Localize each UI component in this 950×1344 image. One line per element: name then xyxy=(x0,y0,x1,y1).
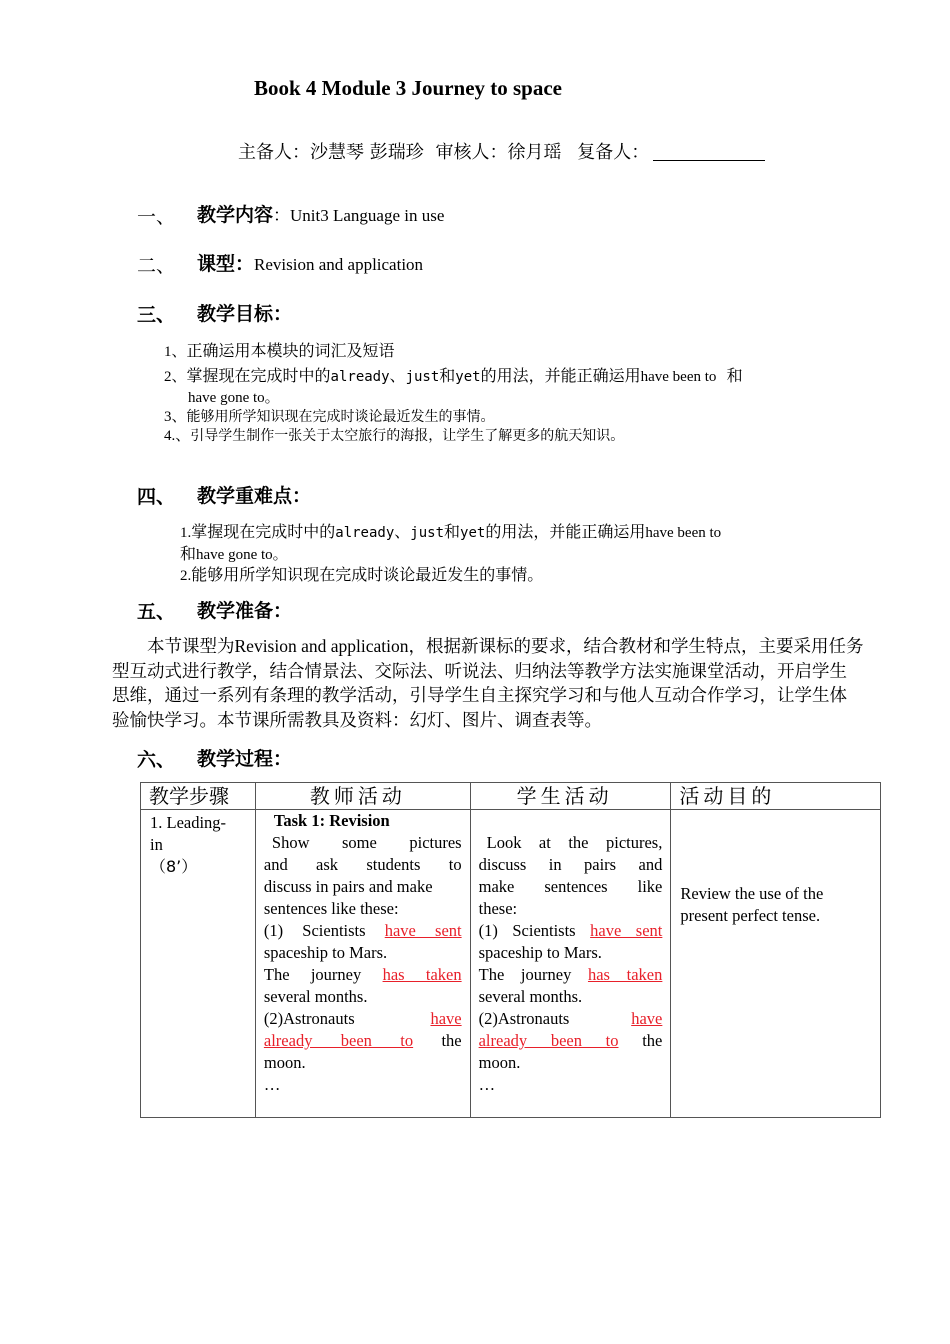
teaching-process-table xyxy=(140,782,881,1118)
teacher-activity-cell xyxy=(255,810,470,1118)
goal-item-2-text-a: 掌握现在完成时中的 xyxy=(186,366,331,385)
teacher-sentence-1-highlight: have sent xyxy=(384,921,462,940)
section-5-number: 五、 xyxy=(137,601,176,623)
section-3-number: 三、 xyxy=(137,304,176,326)
main-preparer-label: 主备人： xyxy=(238,142,310,163)
goal-item-2 xyxy=(164,363,743,386)
repeat-preparer-blank xyxy=(653,142,765,161)
key-point-1-continued xyxy=(180,541,288,564)
student-sentence-2 xyxy=(479,964,663,986)
goal-item-2-word-yet: yet xyxy=(455,369,481,385)
student-activity-cell xyxy=(470,810,671,1118)
goal-item-2-and-2: 和 xyxy=(726,366,743,385)
key-point-2-text: 能够用所学知识现在完成时谈论最近发生的事情。 xyxy=(191,565,544,584)
student-intro-line-4: these: xyxy=(478,899,518,918)
section-2-number: 二、 xyxy=(137,255,176,277)
teacher-intro-line-1: Show some pictures xyxy=(271,833,462,852)
document-title: Book 4 Module 3 Journey to space xyxy=(254,76,563,100)
purpose-text: Review the use of the present perfect tense. xyxy=(680,884,824,925)
goal-item-2-number: 2、 xyxy=(164,369,187,385)
student-sentence-3-c: moon. xyxy=(478,1053,521,1072)
section-2-colon: ： xyxy=(235,253,255,275)
section-3-title: 教学目标： xyxy=(197,303,293,325)
goal-item-2-have-gone-to: have gone to。 xyxy=(188,390,280,406)
section-6-number: 六、 xyxy=(137,749,176,771)
key-point-1-word-yet: yet xyxy=(460,525,486,541)
goal-item-1-text: 正确运用本模块的词汇及短语 xyxy=(186,341,395,360)
student-intro-line-2: discuss in pairs and xyxy=(478,855,663,874)
student-intro-line-3: make sentences like xyxy=(478,877,663,896)
student-sentence-1 xyxy=(479,920,663,942)
key-point-1-and-2: 和 xyxy=(180,544,197,563)
teacher-sentence-3 xyxy=(264,1008,462,1030)
key-point-1-have-gone-to: have gone to。 xyxy=(196,547,288,563)
goal-item-4-number: 4.、 xyxy=(164,428,191,444)
main-preparer-names: 沙慧琴 彭瑞珍 xyxy=(310,142,424,163)
key-point-2 xyxy=(180,562,543,585)
teacher-intro-line-2: and ask students to xyxy=(263,855,462,874)
section-4-title: 教学重难点： xyxy=(197,485,312,507)
teacher-sentence-3-highlight-1: have xyxy=(430,1009,462,1028)
teacher-sentence-2 xyxy=(264,964,462,986)
key-point-1-number: 1. xyxy=(180,525,192,541)
teacher-sentence-2-a: The journey xyxy=(263,965,383,984)
preparation-text-a: 本节课型为 xyxy=(147,637,235,657)
header-purpose: 活动目的 xyxy=(671,783,881,810)
teacher-intro-line-4: sentences like these: xyxy=(263,899,399,918)
goal-item-3-text: 能够用所学知识现在完成时谈论最近发生的事情。 xyxy=(186,409,495,425)
section-2-heading xyxy=(197,249,423,276)
preparation-paragraph xyxy=(112,634,864,733)
student-sentence-2-highlight: has taken xyxy=(587,965,663,984)
section-4-number: 四、 xyxy=(137,486,176,508)
purpose-cell xyxy=(671,810,881,1118)
section-1-heading xyxy=(197,200,444,227)
section-5-title: 教学准备： xyxy=(197,600,293,622)
student-ellipsis: … xyxy=(478,1075,496,1094)
section-1-colon: ： xyxy=(273,206,291,225)
goal-item-4-text: 引导学生制作一张关于太空旅行的海报，让学生了解更多的航天知识。 xyxy=(190,428,625,444)
teacher-sentence-2-highlight: has taken xyxy=(382,965,462,984)
key-point-1-and: 和 xyxy=(444,522,461,541)
student-sentence-3 xyxy=(479,1008,663,1030)
key-point-1-text-b: 的用法，并能正确运用 xyxy=(485,522,646,541)
header-teacher-activity: 教师活动 xyxy=(255,783,470,810)
header-step: 教学步骤 xyxy=(141,783,256,810)
goal-item-1-number: 1、 xyxy=(164,344,187,360)
student-sentence-1-a: (1) Scientists xyxy=(478,921,591,940)
key-point-2-number: 2. xyxy=(180,568,192,584)
goal-item-3 xyxy=(164,405,495,426)
teacher-sentence-3-line-2 xyxy=(264,1030,462,1052)
reviewer-label: 审核人： xyxy=(435,142,508,163)
key-point-1-word-just: just xyxy=(410,525,445,541)
goal-item-2-sep: 、 xyxy=(389,366,406,385)
student-sentence-3-line-2 xyxy=(479,1030,663,1052)
student-sentence-3-b: the xyxy=(618,1031,663,1050)
section-1-title: 教学内容 xyxy=(197,204,274,226)
step-duration: （8’） xyxy=(150,857,198,876)
student-sentence-1-highlight: have sent xyxy=(590,921,663,940)
student-sentence-3-highlight-2: already been to xyxy=(478,1031,619,1050)
student-sentence-2-b: several months. xyxy=(478,987,583,1006)
reviewer-name: 徐月瑶 xyxy=(507,142,562,163)
preparers-line xyxy=(238,138,765,164)
student-sentence-1-b: spaceship to Mars. xyxy=(478,943,602,962)
teacher-ellipsis: … xyxy=(263,1075,281,1094)
goal-item-2-and: 和 xyxy=(439,366,456,385)
task-title: Task 1: Revision xyxy=(273,811,390,830)
section-1-number: 一、 xyxy=(137,206,176,228)
goal-item-4 xyxy=(164,424,624,445)
repeat-preparer-label: 复备人： xyxy=(577,142,650,163)
goal-item-2-continued xyxy=(188,386,280,407)
table-row xyxy=(141,810,881,1118)
preparation-course-type: Revision and application xyxy=(234,636,409,656)
goal-item-2-text-b: 的用法，并能正确运用 xyxy=(480,366,641,385)
section-2-title: 课型 xyxy=(197,253,236,275)
key-point-1-text-a: 掌握现在完成时中的 xyxy=(191,522,336,541)
teacher-sentence-1 xyxy=(264,920,462,942)
student-sentence-3-a: (2)Astronauts xyxy=(478,1009,632,1028)
teacher-sentence-3-highlight-2: already been to xyxy=(263,1031,414,1050)
key-point-1-word-already: already xyxy=(335,525,395,541)
table-header-row xyxy=(141,783,881,810)
student-intro-line-1: Look at the pictures, xyxy=(486,833,663,852)
student-sentence-3-highlight-1: have xyxy=(631,1009,663,1028)
teacher-sentence-3-b: the xyxy=(413,1031,462,1050)
goal-item-1 xyxy=(164,338,395,361)
teacher-intro-line-3: discuss in pairs and make xyxy=(263,877,433,896)
student-spacer xyxy=(479,810,663,832)
section-2-value: Revision and application xyxy=(254,255,424,274)
goal-item-3-number: 3、 xyxy=(164,409,187,425)
key-point-1-sep: 、 xyxy=(394,522,411,541)
section-1-value: Unit3 Language in use xyxy=(290,206,445,225)
header-student-activity: 学生活动 xyxy=(470,783,671,810)
preparation-text-b: ，根据新课标的要求，结合教材和学生特点，主要采用任务型互动式进行教学，结合情景法、交际法、听说法、归纳法等教学方法实施课堂活动，开启学生思维，通过一系列有条理的教学活动，引导学生自主探究学习和与他人互动合作学习，让学生体验愉快学习。本节课所需教具及资料：幻灯、图片、调查表等。 xyxy=(112,637,864,731)
teacher-sentence-1-a: (1) Scientists xyxy=(263,921,385,940)
goal-item-2-word-already: already xyxy=(330,369,390,385)
section-6-title: 教学过程： xyxy=(197,748,293,770)
teacher-sentence-3-a: (2)Astronauts xyxy=(263,1009,431,1028)
teacher-sentence-1-b: spaceship to Mars. xyxy=(263,943,388,962)
goal-item-2-have-been-to: have been to xyxy=(640,369,717,385)
step-cell xyxy=(141,810,256,1118)
teacher-sentence-2-b: several months. xyxy=(263,987,368,1006)
student-sentence-2-a: The journey xyxy=(478,965,588,984)
goal-item-2-word-just: just xyxy=(405,369,440,385)
key-point-1 xyxy=(180,519,721,542)
teacher-sentence-3-c: moon. xyxy=(263,1053,306,1072)
key-point-1-have-been-to: have been to xyxy=(645,525,722,541)
step-label-b: in xyxy=(150,835,163,854)
step-label-a: 1. Leading- xyxy=(150,813,227,832)
